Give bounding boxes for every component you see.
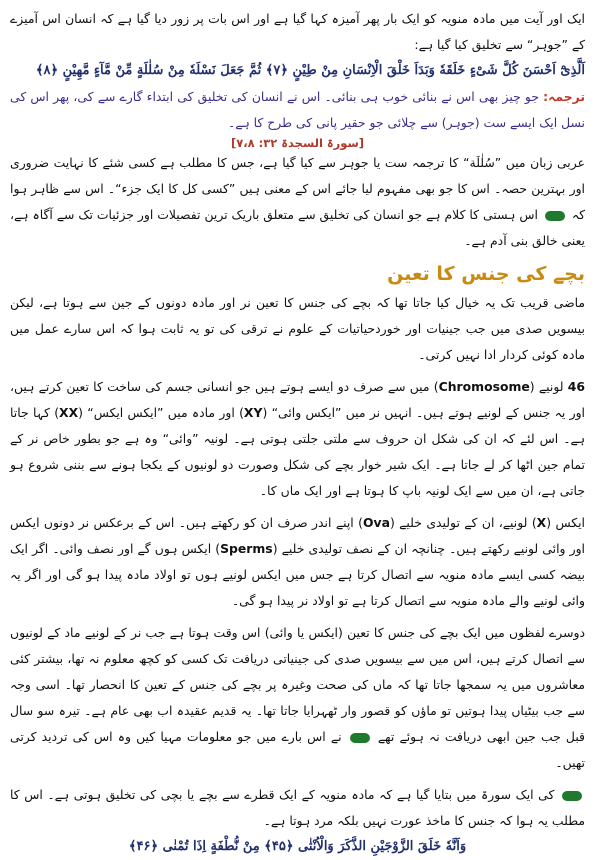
quran-calligraphy-icon — [350, 733, 370, 743]
xy-term: XY — [243, 405, 263, 420]
chromosome-text-d: ) کہا جاتا ہے۔ اس لئے کہ ان کی شکل ان حروف سے ملتی جلتی ہوتی ہے۔ لونیہ ”وائی“ وہ ہے جو بطور خاص نر کے تمام جین اٹھا کر لے جاتا ہے۔ ایک شیر خوار بچے کی شکل وصورت دو لونیوں کے یکجا ہونے سے بننی شروع ہو جاتی ہے، ان میں سے ایک لونیہ باپ کا ہوتا ہے اور ایک ماں کا۔ — [10, 405, 585, 498]
genetics-history-paragraph: ماضی قریب تک یہ خیال کیا جاتا تھا کہ بچے کی جنس کا تعین نر اور مادہ دونوں کے جین سے ہوتا ہے، لیکن بیسویں صدی میں جب جینیات اور خوردحیاتیات کے علوم نے ترقی کی تو یہ ثابت ہوا کہ اس سارے عمل میں مادہ کوئی کردار ادا نہیں کرتی۔ — [10, 295, 585, 362]
sulalah-text-part1: عربی زبان میں ”سُلٰلَة“ کا ترجمہ ست یا جوہر سے کیا گیا ہے، جس کا مطلب ہے کسی شئے کا نہایت ضروری اور بہترین حصہ۔ اس کا جو بھی مفہوم لیا جائے اس کے معنی ہیں ”کسی کل کا ایک جزء“۔ اس سے ظاہر ہوا کہ — [10, 155, 585, 222]
chromosome-count: 46 — [567, 379, 585, 394]
gamete-text-a: ایکس ( — [546, 515, 585, 530]
ova-term: Ova — [362, 515, 390, 530]
sulalah-paragraph — [10, 150, 585, 254]
translation-paragraph — [10, 84, 585, 136]
section-heading: بچے کی جنس کا تعین — [387, 263, 585, 285]
surah-paragraph — [10, 782, 585, 834]
quran-calligraphy-icon — [562, 791, 582, 801]
gamete-paragraph — [10, 510, 585, 614]
gamete-text-b: ) لونیے، ان کے تولیدی خلیے ( — [389, 515, 537, 530]
chromosome-text-c: ) اور مادہ میں ”ایکس ایکس“ ( — [78, 405, 244, 420]
sex-determination-text-a: دوسرے لفظوں میں ایک بچے کی جنس کا تعین (ایکس یا وائی) اس وقت ہوتا ہے جب نر کے لونیے ماد کے لونیوں سے اتصال کرتے ہیں، اس میں سے بیسویں صدی کی جینیاتی دریافت تک کسی کو کچھ معلوم نہ تھا، بیشتر کئی معاشروں میں یہ سمجھا جاتا تھا کہ ماں کی صحت وغیرہ پر بچے کی جنس کے تعین کا انحصار تھا۔ اسی وجہ سے جب بیٹیاں پیدا ہوتیں تو ماؤں کو قصور وار ٹھہرایا جاتا تھا۔ یہ قدیم عقیدہ اب بھی عام ہے۔ تیرہ سو سال قبل جب جین ابھی دریافت نہ ہوئے تھے — [10, 625, 585, 744]
gamete-text-c: ) اپنے اندر صرف ان کو رکھتے ہیں۔ اس کے برعکس نر دونوں ایکس اور وائی لونیے رکھتے ہیں۔ چنانچہ ان کے نصف تولیدی خلیے ( — [10, 515, 585, 556]
x-term: X — [536, 515, 547, 530]
translation-text: جو چیز بھی اس نے بنائی خوب ہی بنائی۔ اس نے انسان کی تخلیق کی ابتداء گارے سے کی، پھر اس کی نسل ایک ایسے ست (جوہر) سے چلائی جو حقیر پانی کی طرح کا ہے۔ — [10, 89, 585, 130]
sulalah-text-part2: اس ہستی کا کلام ہے جو انسان کی تخلیق سے متعلق باریک ترین تفصیلات اور جزئیات تک سے آگاہ ہے، یعنی خالق بنی آدم ہے۔ — [10, 207, 585, 248]
quran-verse-an-najm: وَاَنَّهٗ خَلَقَ الزَّوْجَیْنِ الذَّکَرَ وَالْاُنْثٰی ﴿۴۵﴾ مِنْ نُّطْفَةٍ اِذَا تُمْنٰی ﴿۴۶﴾ — [128, 839, 467, 854]
sex-determination-text-b: نے اس بارے میں جو معلومات مہیا کیں وہ اس کی تردید کرتی تھیں۔ — [10, 729, 585, 770]
verse-reference: [سورۃ السجدۃ ۳۲: ۷،۸] — [230, 136, 365, 150]
translation-label: ترجمہ: — [543, 89, 585, 104]
quran-verse-as-sajdah: اَلَّذِیْٓ اَحْسَنَ کُلَّ شَیْءٍ خَلَقَهٗ وَبَدَاَ خَلْقَ الْاِنْسَانِ مِنْ طِیْنٍ ﴿۷﴾ ثُمَّ جَعَلَ نَسْلَهٗ مِنْ سُلٰلَةٍ مِّنْ مَّآءٍ مَّهِیْنٍ ﴿۸﴾ — [35, 63, 585, 78]
sex-determination-paragraph — [10, 620, 585, 776]
chromosome-term: Chromosome — [438, 379, 530, 394]
xx-term: XX — [59, 405, 79, 420]
chromosome-text-a: لونیے ( — [529, 379, 564, 394]
sperms-term: Sperms — [220, 541, 273, 556]
intro-paragraph: ایک اور آیت میں مادہ منویہ کو ایک بار پھر آمیزہ کہا گیا ہے اور اس بات پر زور دیا گیا ہے کہ انسان اس آمیزے کے ”جوہر“ سے تخلیق کیا گیا ہے: — [10, 11, 585, 52]
chromosome-text-b: ) میں سے صرف دو ایسے ہوتے ہیں جو انسانی جسم کی ساخت کا تعین کرتے ہیں، اور یہ جنس کے لونیے ہوتے ہیں۔ انہیں نر میں ”ایکس وائی“ ( — [10, 379, 585, 420]
gamete-text-d: ) ایکس ہوں گے اور نصف وائی۔ اگر ایک بیضہ کسی ایسے مادہ منویہ سے اتصال کرتا ہے جس میں ایکس لونیے ہوں تو اولاد مادہ پیدا ہو گی اور اگر یہ وائی لونیے والے مادہ منویہ سے اتصال کرتا ہے تو اولاد نر پیدا ہو گی۔ — [10, 541, 585, 608]
chromosome-paragraph — [10, 374, 585, 504]
surah-text: کی ایک سورۃ میں بتایا گیا ہے کہ مادہ منویہ کے ایک قطرے سے بچے یا بچی کی تخلیق ہوتی ہے۔ اس کا مطلب یہ ہوا کہ جنس کا ماخذ عورت نہیں بلکہ مرد ہوتا ہے۔ — [10, 787, 585, 828]
quran-calligraphy-icon — [545, 211, 565, 221]
